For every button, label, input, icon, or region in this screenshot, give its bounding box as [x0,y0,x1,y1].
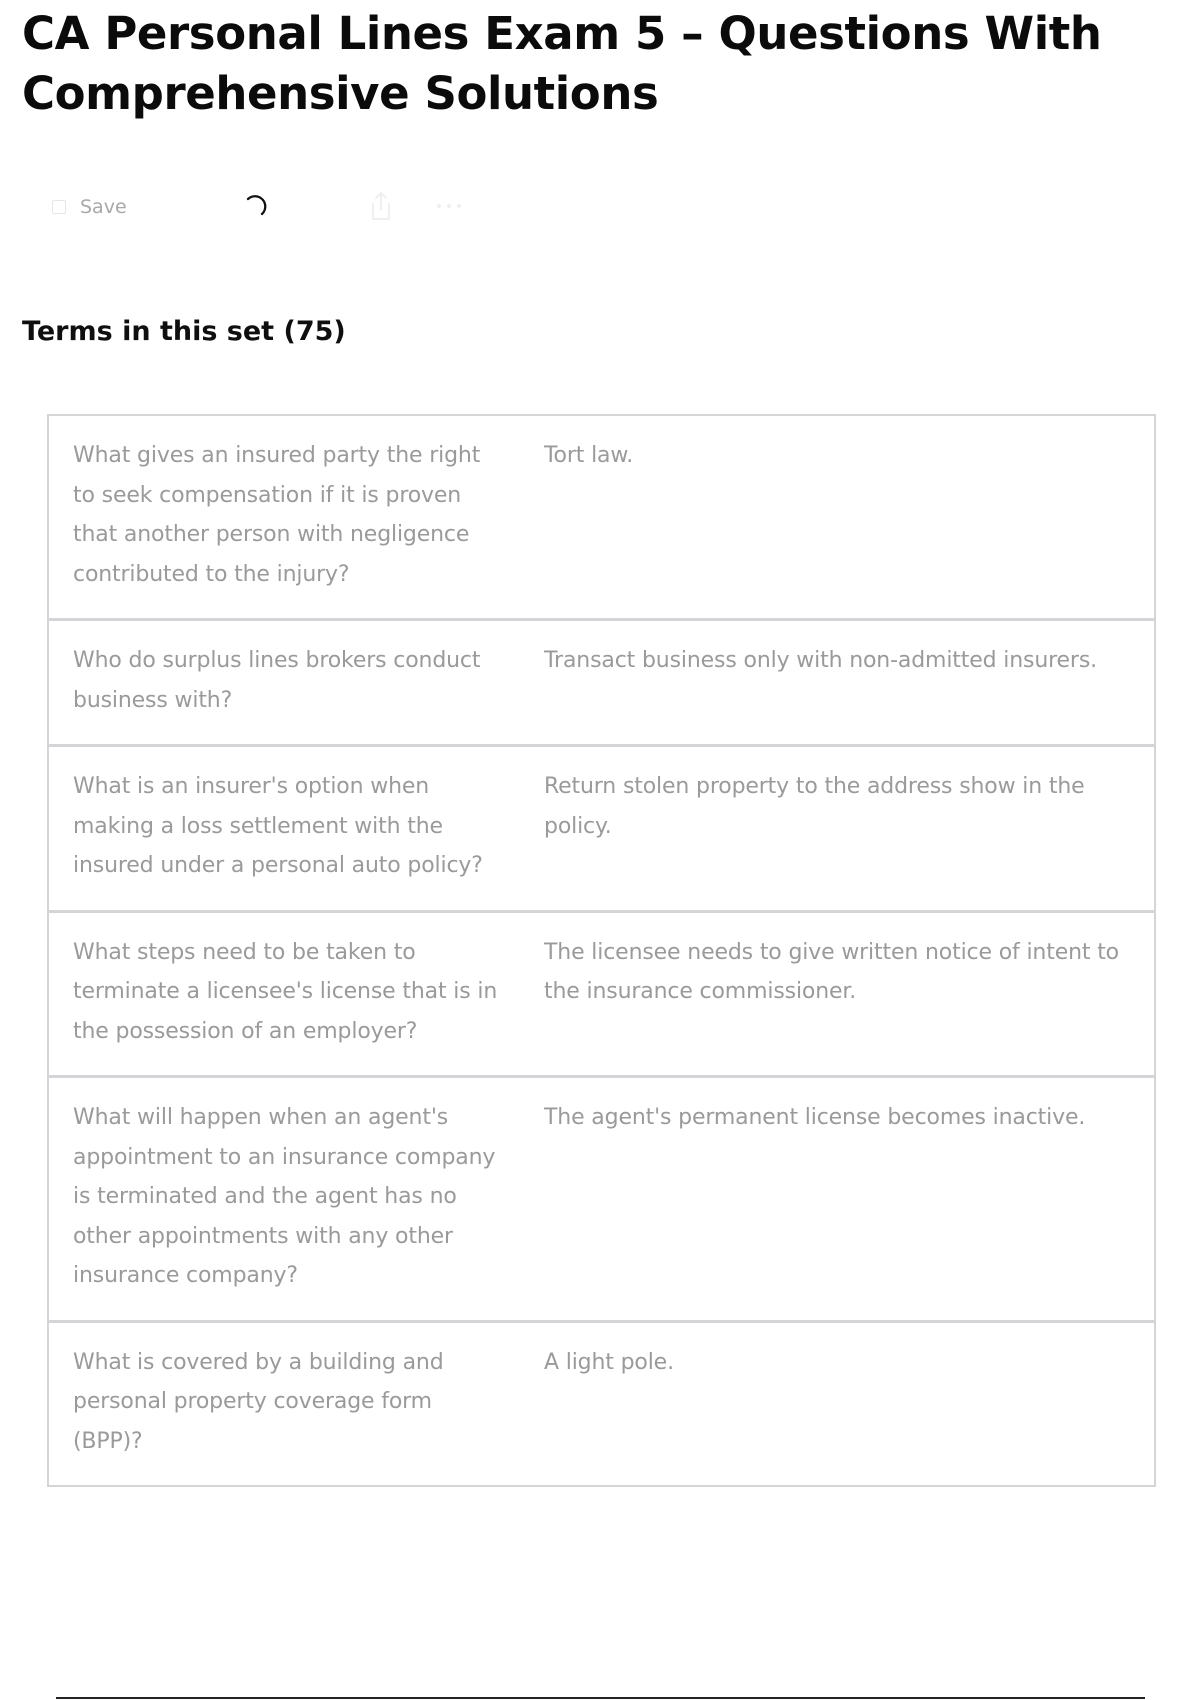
term-answer: The agent's permanent license becomes inactive. [544,1105,1086,1130]
term-question: What gives an insured party the right to seek compensation if it is proven that another person with negligence contributed to the injury? [73,443,481,587]
term-row [49,744,1154,910]
checkbox-icon [52,200,66,214]
save-label: Save [80,196,127,218]
term-answer: Return stolen property to the address show in the policy. [544,774,1085,839]
term-question: What will happen when an agent's appointment to an insurance company is terminated and the agent has no other appointments with any other insurance company? [73,1105,496,1288]
term-row [49,910,1154,1076]
term-answer: Transact business only with non-admitted insurers. [544,648,1097,673]
term-row [49,1320,1154,1486]
term-answer: A light pole. [544,1349,674,1375]
term-question: What is covered by a building and personal property coverage form (BPP)? [73,1349,444,1454]
terms-heading: Terms in this set (75) [22,316,346,347]
term-row [49,618,1154,744]
term-answer: The licensee needs to give written notice of intent to the insurance commissioner. [544,939,1119,1004]
term-answer: Tort law. [544,443,634,468]
bottom-divider [56,1697,1145,1699]
toolbar [52,190,472,224]
spinner-icon [242,193,270,221]
share-icon[interactable] [366,190,396,222]
terms-table [47,414,1156,1487]
page-title: CA Personal Lines Exam 5 – Questions With Comprehensive Solutions [22,7,1102,120]
term-row [49,416,1154,618]
save-button[interactable] [52,190,127,224]
term-question: Who do surplus lines brokers conduct business with? [73,648,481,713]
term-row [49,1075,1154,1320]
more-icon[interactable] [432,194,466,218]
term-question: What steps need to be taken to terminate a licensee's license that is in the possession of an employer? [73,939,498,1044]
term-question: What is an insurer's option when making a loss settlement with the insured under a personal auto policy? [73,774,483,878]
